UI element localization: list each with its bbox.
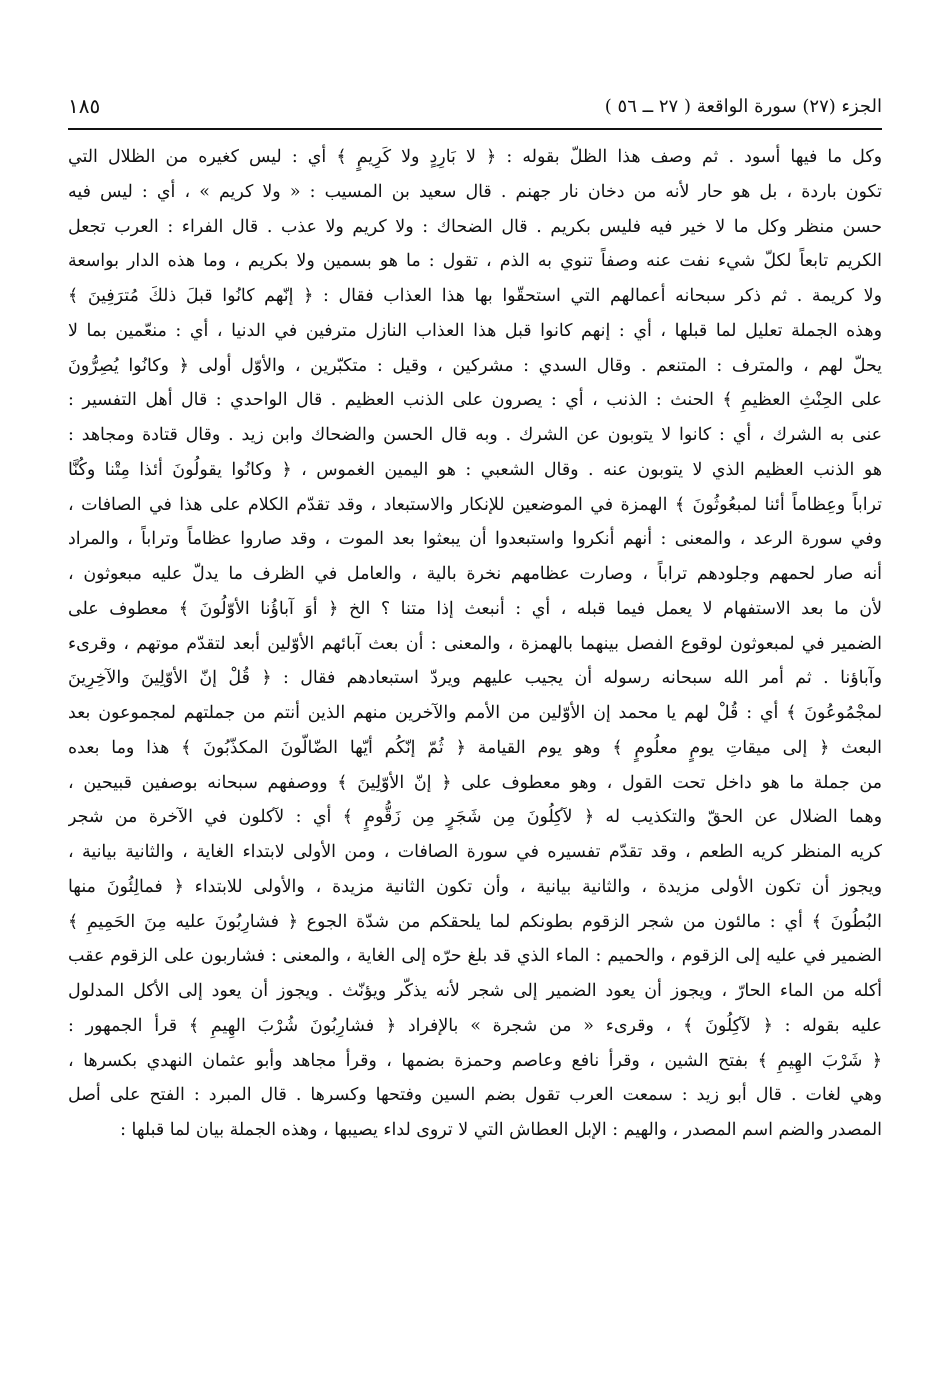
text-line: المصدر والضم اسم المصدر ، والهيم : الإبل العطاش التي لا تروى لداء يصيبها ، وهذه الجملة بيان لما قبلها : <box>120 1120 882 1140</box>
text-line: أنه صار لحمهم وجلودهم تراباً ، وصارت عظامهم نخرة بالية ، والعامل في الظرف ما يدلّ عليه مبعوثون ، <box>68 564 882 584</box>
text-line: ولا كريمة . ثم ذكر سبحانه أعمالهم التي استحقّوا بها هذا العذاب فقال : ﴿ إنّهم كانُوا قبلَ ذلكَ مُترَفِينَ ﴾ <box>68 286 882 306</box>
text-line: لمجْمُوعُونَ ﴾ أي : قُلْ لهم يا محمد إن الأوّلين من الأمم والآخرين منهم الذين أنتم من جملتهم لمجموعون بعد <box>68 703 882 723</box>
text-line: كريه المنظر كريه الطعم ، وقد تقدّم تفسيره في سورة الصافات ، ومن الأولى لابتداء الغاية ، والثانية بيانية ، <box>68 842 882 862</box>
text-line: الضمير في عليه إلى الزقوم ، والحميم : الماء الذي قد بلغ حرّه إلى الغاية ، والمعنى : فشاربون على الزقوم عقب <box>68 946 882 967</box>
text-line: أكله من الماء الحارّ ، ويجوز أن يعود الضمير إلى شجر لأنه يذكّر ويؤنّث . ويجوز أن يعود إلى الأكل المدلول <box>68 981 882 1001</box>
text-line: من جملة ما هو داخل تحت القول ، وهو معطوف على ﴿ إنّ الأوّلِينَ ﴾ ووصفهم سبحانه بوصفين قبيحين ، <box>68 772 882 793</box>
text-line: على الحِنْثِ العظيمِ ﴾ الحنث : الذنب ، أي : يصرون على الذنب العظيم . قال الواحدي : قال أهل التفسير : <box>68 390 882 411</box>
text-line: وهما الضلال عن الحقّ والتكذيب له ﴿ لآكِلُونَ مِن شَجَرٍ مِن زَقُّومٍ ﴾ أي : لآكلون في الآخرة من شجر <box>68 807 882 828</box>
text-line: البُطُونَ ﴾ أي : مالئون من شجر الزقوم بطونكم لما يلحقكم من شدّة الجوع ﴿ فشارِبُونَ عليه مِنَ الحَمِيمِ ﴾ <box>68 911 882 932</box>
text-line: عليه بقوله : ﴿ لآكِلُونَ ﴾ ، وقرىء « من شجرة » بالإفراد ﴿ فشارِبُونَ شُرْبَ الهِيمِ ﴾ قرأ الجمهور : <box>68 1015 882 1036</box>
text-line: عنى به الشرك ، أي : كانوا لا يتوبون عن الشرك . وبه قال الحسن والضحاك وابن زيد . وقال قتادة ومجاهد : <box>68 425 882 445</box>
text-line: حسن منظر وكل ما لا خير فيه فليس بكريم . قال الضحاك : ولا كريم ولا عذب . قال الفراء : العرب تجعل <box>68 216 882 237</box>
text-line: الضمير في لمبعوثون لوقوع الفصل بينهما بالهمزة ، والمعنى : أن بعث آبائهم الأوّلين أبعد لتقدّم موتهم ، وقرىء <box>68 633 882 654</box>
text-line: وفي سورة الرعد ، والمعنى : أنهم أنكروا واستبعدوا أن يبعثوا بعد الموت ، وقد صاروا عظاماً وتراباً ، والمراد <box>68 529 882 550</box>
text-line: البعث ﴿ إلى ميقاتِ يومٍ معلُومٍ ﴾ وهو يوم القيامة ﴿ ثُمّ إنّكُم أيّها الضّالّونَ المكذّبُونَ ﴾ هذا وما بعده <box>68 737 882 758</box>
text-line: هو الذنب العظيم الذي لا يتوبون عنه . وقال الشعبي : هو اليمين الغموس ، ﴿ وكانُوا يقولُونَ أئذا مِتْنا وكُنَّا <box>68 459 882 480</box>
text-line: وهي لغات . قال أبو زيد : سمعت العرب تقول بضم السين وفتحها وكسرها . قال المبرد : الفتح على أصل <box>68 1085 882 1106</box>
text-line: وهذه الجملة تعليل لما قبلها ، أي : إنهم كانوا قبل هذا العذاب النازل مترفين في الدنيا ، أي : منعّمين بما لا <box>68 320 882 341</box>
running-title: الجزء (٢٧) سورة الواقعة ( ٢٧ ــ ٥٦ ) <box>604 96 882 117</box>
text-line: ويجوز أن تكون الأولى مزيدة ، والثانية بيانية ، وأن تكون الثانية مزيدة ، والأولى للابتداء ﴿ فمالِئُونَ منها <box>68 876 882 897</box>
text-line: ﴿ شَرْبَ الهِيمِ ﴾ بفتح الشين ، وقرأ نافع وعاصم وحمزة بضمها ، وقرأ مجاهد وأبو عثمان النهدي بكسرها ، <box>68 1050 882 1071</box>
page-header <box>68 92 882 126</box>
text-line: الكريم تابعاً لكلّ شيء نفت عنه وصفاً تنوي به الذم ، تقول : ما هو بسمين ولا بكريم ، وما هذه الدار بواسعة <box>68 251 882 272</box>
page-number: ١٨٥ <box>68 94 101 118</box>
text-line: لأن ما بعد الاستفهام لا يعمل فيما قبله ، أي : أنبعث إذا متنا ؟ الخ ﴿ أوَ آباؤُنا الأوّلُونَ ﴾ معطوف على <box>68 598 882 619</box>
text-line: تراباً وعِظاماً أئنا لمبعُوثُونَ ﴾ الهمزة في الموضعين للإنكار والاستبعاد ، وقد تقدّم الكلام على هذا في الصافات ، <box>68 494 882 515</box>
body-text <box>68 140 882 1148</box>
text-line: تكون باردة ، بل هو حار لأنه من دخان نار جهنم . قال سعيد بن المسيب : « ولا كريم » ، أي : ليس فيه <box>68 181 882 202</box>
text-line: يحلّ لهم ، والمترف : المتنعم . وقال السدي : مشركين ، وقيل : متكبّرين ، والأوّل أولى ﴿ وكانُوا يُصِرُّونَ <box>68 355 882 376</box>
text-line: وآباؤنا . ثم أمر الله سبحانه رسوله أن يجيب عليهم ويردّ استبعادهم فقال : ﴿ قُلْ إنّ الأوّلِينَ والآخِرِينَ <box>68 668 882 689</box>
text-line: وكل ما فيها أسود . ثم وصف هذا الظلّ بقوله : ﴿ لا بَارِدٍ ولا كَرِيمٍ ﴾ أي : ليس كغيره من الظلال التي <box>68 147 882 167</box>
header-rule <box>68 128 882 130</box>
